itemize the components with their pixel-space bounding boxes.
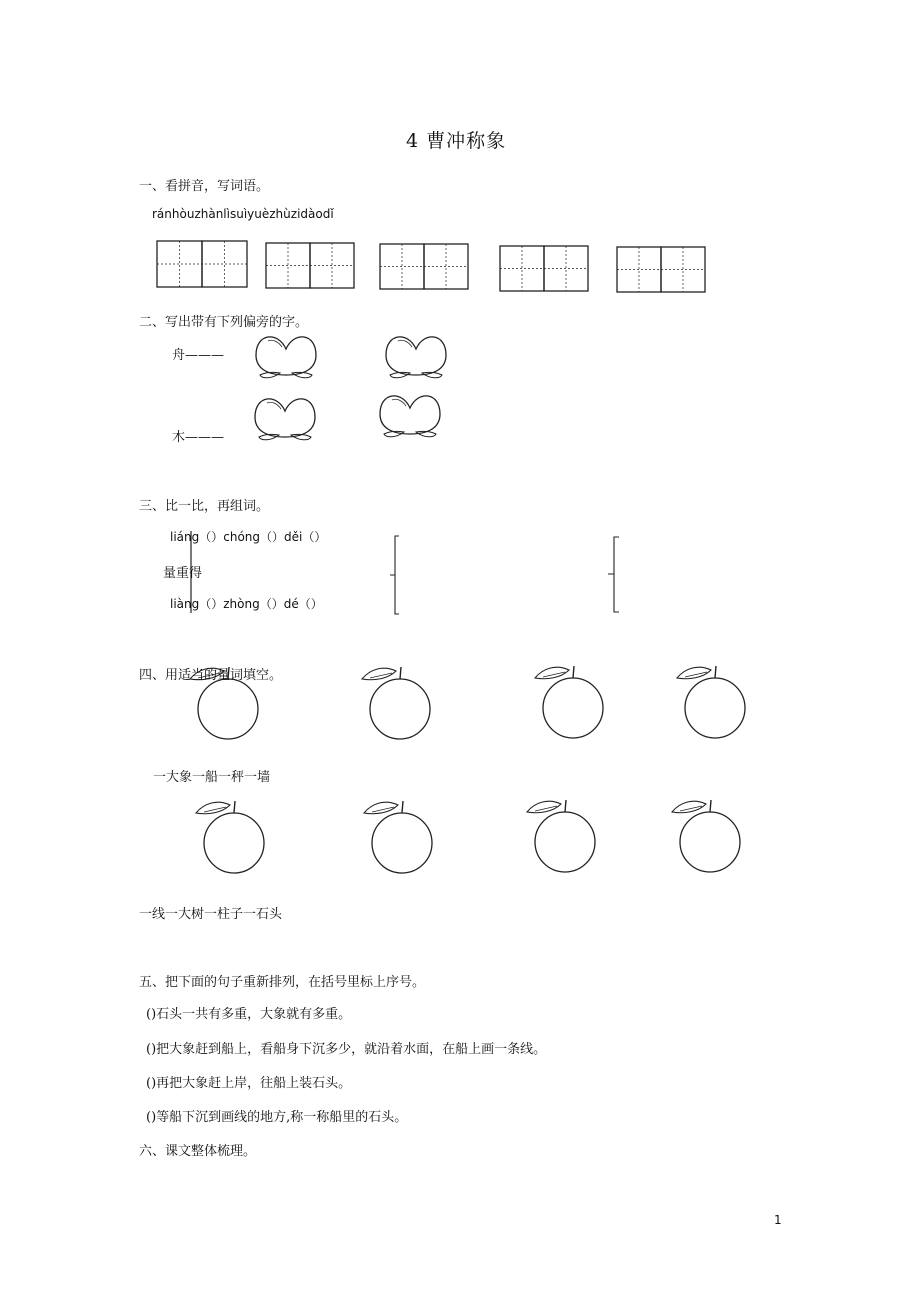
apple-answer-box-6[interactable]	[364, 801, 432, 873]
peach-answer-box-2[interactable]	[386, 337, 446, 378]
apple-answer-box-5[interactable]	[196, 801, 264, 873]
writing-grid-5[interactable]	[617, 247, 705, 292]
section-2-heading: 二、写出带有下列偏旁的字。	[139, 315, 309, 330]
apple-answer-box-3[interactable]	[535, 666, 603, 738]
sentence-item-1: ()石头一共有多重，大象就有多重。	[146, 1007, 352, 1022]
sentence-item-4: ()等船下沉到画线的地方,称一称船里的石头。	[146, 1110, 408, 1125]
peach-answer-box-4[interactable]	[380, 396, 440, 437]
writing-grid-4[interactable]	[500, 246, 588, 291]
pinyin-line: ránhòuzhànlìsuìyuèzhùzidàodǐ	[152, 207, 334, 221]
pinyin-row-bottom: liàng（）zhòng（）dé（）	[170, 597, 323, 611]
measure-words-row-2: 一线一大树一柱子一石头	[139, 907, 283, 922]
measure-words-row-1: 一大象一船一秤一墙	[153, 770, 271, 785]
apple-answer-box-7[interactable]	[527, 800, 595, 872]
section-5-heading: 五、把下面的句子重新排列，在括号里标上序号。	[139, 975, 426, 990]
sentence-item-2: ()把大象赶到船上，看船身下沉多少，就沿着水面，在船上画一条线。	[146, 1042, 547, 1057]
peach-answer-box-3[interactable]	[255, 399, 315, 440]
page-title: 4 曹冲称象	[406, 130, 507, 152]
radical-mu: 木———	[172, 430, 225, 445]
section-6-heading: 六、课文整体梳理。	[139, 1144, 257, 1159]
sentence-item-3: ()再把大象赶上岸，往船上装石头。	[146, 1076, 352, 1091]
section-4-heading: 四、用适当的量词填空。	[139, 668, 283, 683]
apple-answer-box-8[interactable]	[672, 800, 740, 872]
bracket-right	[608, 537, 619, 612]
pinyin-row-top: liáng（）chóng（）děi（）	[170, 530, 327, 544]
peach-answer-box-1[interactable]	[256, 337, 316, 378]
page-number: 1	[774, 1213, 782, 1227]
writing-grid-3[interactable]	[380, 244, 468, 289]
radical-zhou: 舟———	[172, 348, 225, 363]
section-3-heading: 三、比一比，再组词。	[139, 499, 270, 514]
apple-answer-box-4[interactable]	[677, 666, 745, 738]
section-1-heading: 一、看拼音，写词语。	[139, 179, 270, 194]
bracket-middle	[390, 536, 399, 614]
apple-answer-box-2[interactable]	[362, 667, 430, 739]
writing-grid-2[interactable]	[266, 243, 354, 288]
compare-characters: 量重得	[163, 566, 203, 581]
writing-grid-1[interactable]	[157, 241, 247, 287]
